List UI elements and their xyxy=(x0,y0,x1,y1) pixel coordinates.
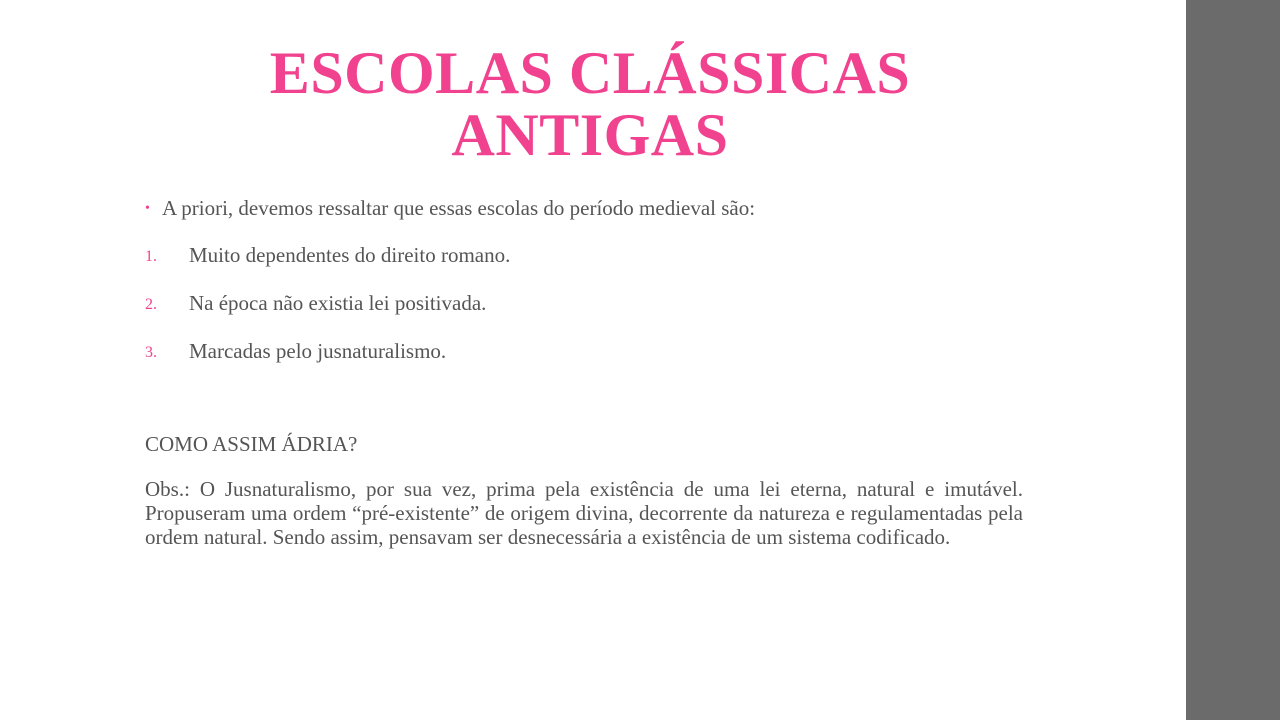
list-number: 1. xyxy=(145,248,157,265)
title-line-2: ANTIGAS xyxy=(451,102,729,168)
intro-text: A priori, devemos ressaltar que essas escolas do período medieval são: xyxy=(162,196,756,220)
intro-paragraph xyxy=(145,196,1023,221)
list-item xyxy=(145,243,1023,268)
title-line-1: ESCOLAS CLÁSSICAS xyxy=(269,40,911,106)
question-heading: COMO ASSIM ÁDRIA? xyxy=(145,432,358,456)
list-item xyxy=(145,291,1023,316)
list-item-text: Marcadas pelo jusnaturalismo. xyxy=(189,339,447,363)
list-item-text: Na época não existia lei positivada. xyxy=(189,291,487,315)
list-number: 3. xyxy=(145,344,157,361)
list-item xyxy=(145,339,1023,364)
side-band xyxy=(1186,0,1280,720)
bullet-icon: • xyxy=(145,201,150,216)
list-item-text: Muito dependentes do direito romano. xyxy=(189,243,511,267)
slide-title xyxy=(150,42,1030,166)
slide-body xyxy=(145,196,1023,549)
list-number: 2. xyxy=(145,296,157,313)
numbered-list xyxy=(145,243,1023,364)
observation-paragraph: Obs.: O Jusnaturalismo, por sua vez, prima pela existência de uma lei eterna, natural e imutável. Propuseram uma ordem “pré-existente” de origem divina, decorrente da natureza e regulamentadas pela ordem natural. Sendo assim, pensavam ser desnecessária a existência de um sistema codificado. xyxy=(145,477,1023,549)
